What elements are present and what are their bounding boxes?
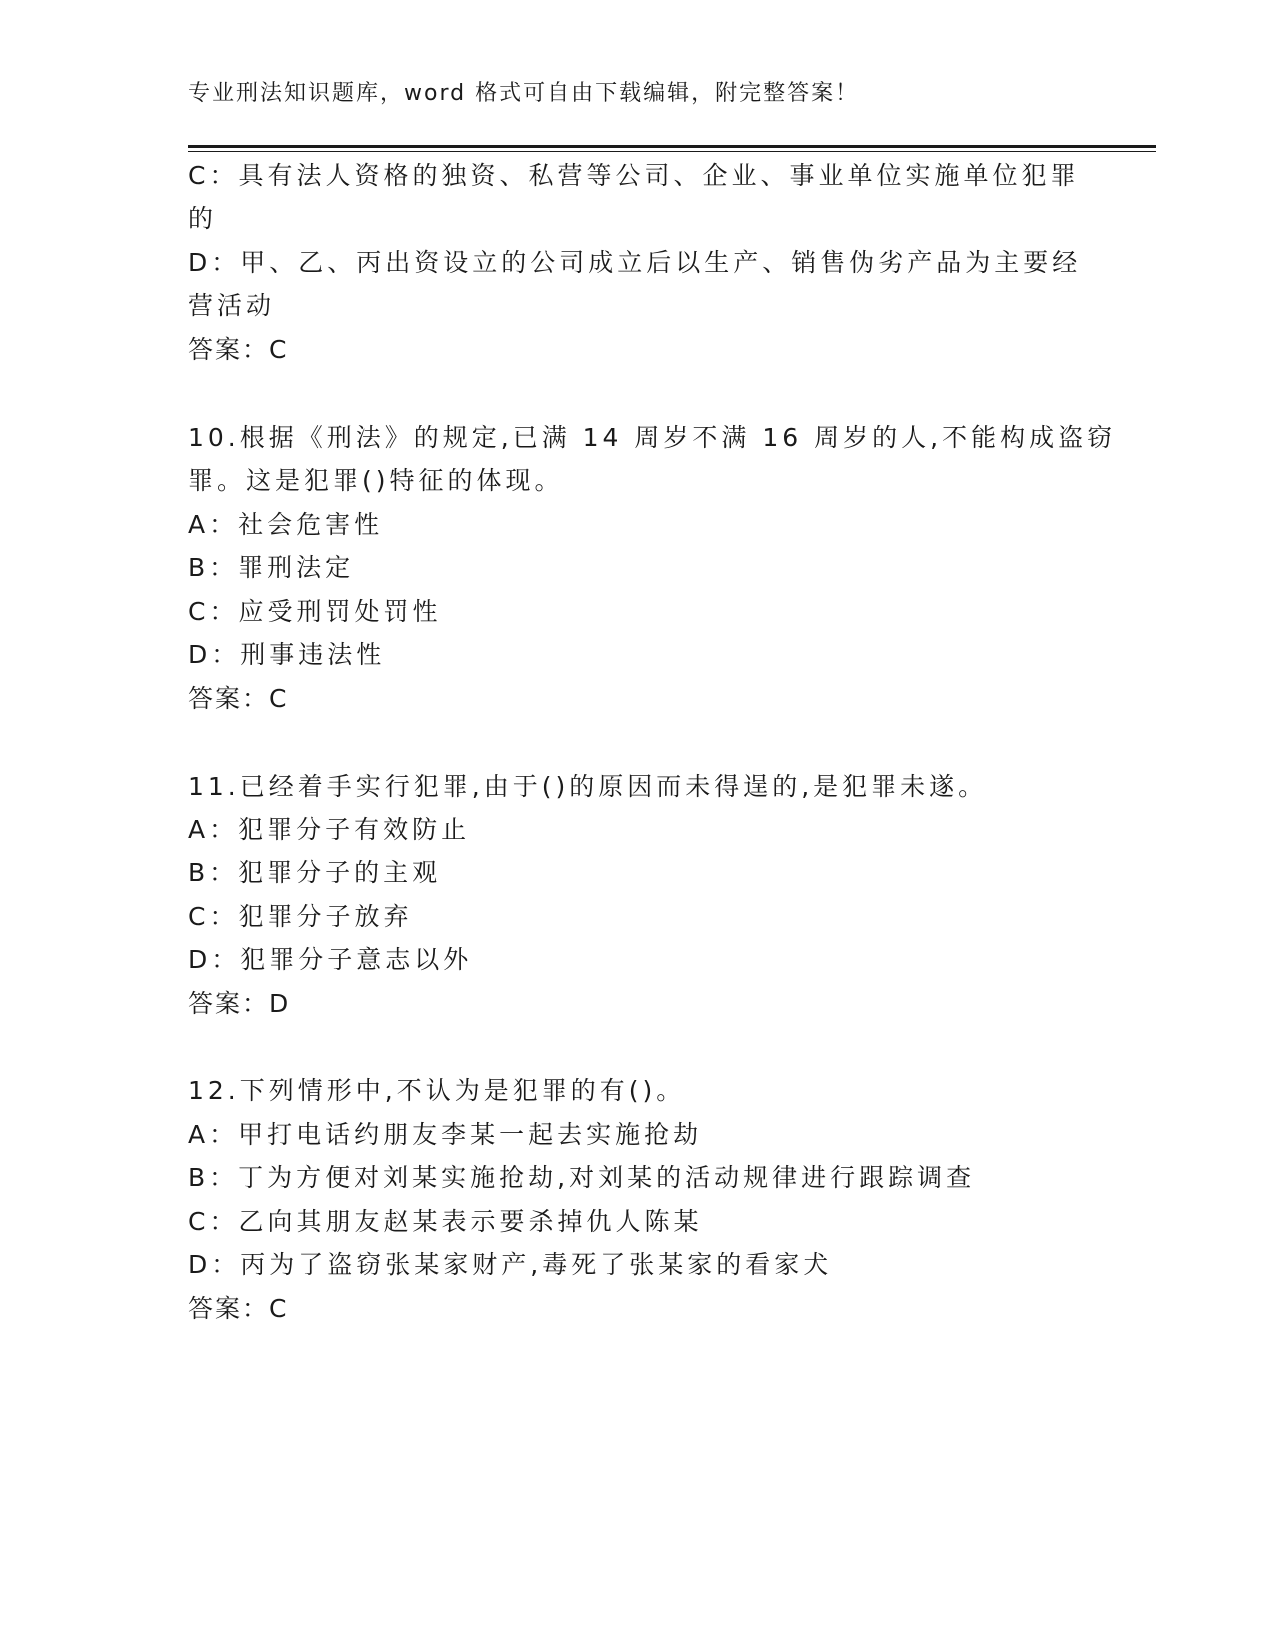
q12-option-a: A：甲打电话约朋友李某一起去实施抢劫 [188,1120,703,1149]
q11-option-a: A：犯罪分子有效防止 [188,815,471,844]
q11-stem-line1: 11.已经着手实行犯罪,由于()的原因而未得逞的,是犯罪未遂。 [188,772,988,801]
q12-option-b: B：丁为方便对刘某实施抢劫,对刘某的活动规律进行跟踪调查 [188,1163,976,1192]
q10-option-c: C：应受刑罚处罚性 [188,597,442,626]
q11-answer: 答案：D [188,989,291,1018]
q12-option-c: C：乙向其朋友赵某表示要杀掉仇人陈某 [188,1207,703,1236]
q10-option-b: B：罪刑法定 [188,553,355,582]
q12-option-d: D：丙为了盗窃张某家财产,毒死了张某家的看家犬 [188,1250,833,1279]
q10-option-d: D：刑事违法性 [188,640,386,669]
q10-stem-line1: 10.根据《刑法》的规定,已满 14 周岁不满 16 周岁的人,不能构成盗窃 [188,423,1117,452]
header-rule-thick [188,145,1156,148]
q10-answer: 答案：C [188,684,289,713]
prev-answer: 答案：C [188,335,289,364]
q12-stem-line1: 12.下列情形中,不认为是犯罪的有()。 [188,1076,686,1105]
prev-option-c-line2: 的 [188,204,218,233]
prev-option-c-line1: C：具有法人资格的独资、私营等公司、企业、事业单位实施单位犯罪 [188,161,1080,190]
prev-option-d-line1: D：甲、乙、丙出资设立的公司成立后以生产、销售伪劣产品为主要经 [188,248,1082,277]
header-rule-thin [188,151,1156,152]
q11-option-b: B：犯罪分子的主观 [188,858,442,887]
page-header: 专业刑法知识题库，word 格式可自由下载编辑，附完整答案！ [188,81,860,106]
q11-option-c: C：犯罪分子放弃 [188,902,413,931]
q10-stem-line2: 罪。这是犯罪()特征的体现。 [188,466,564,495]
q12-answer: 答案：C [188,1294,289,1323]
prev-option-d-line2: 营活动 [188,291,276,320]
q10-option-a: A：社会危害性 [188,510,384,539]
q11-option-d: D：犯罪分子意志以外 [188,945,473,974]
